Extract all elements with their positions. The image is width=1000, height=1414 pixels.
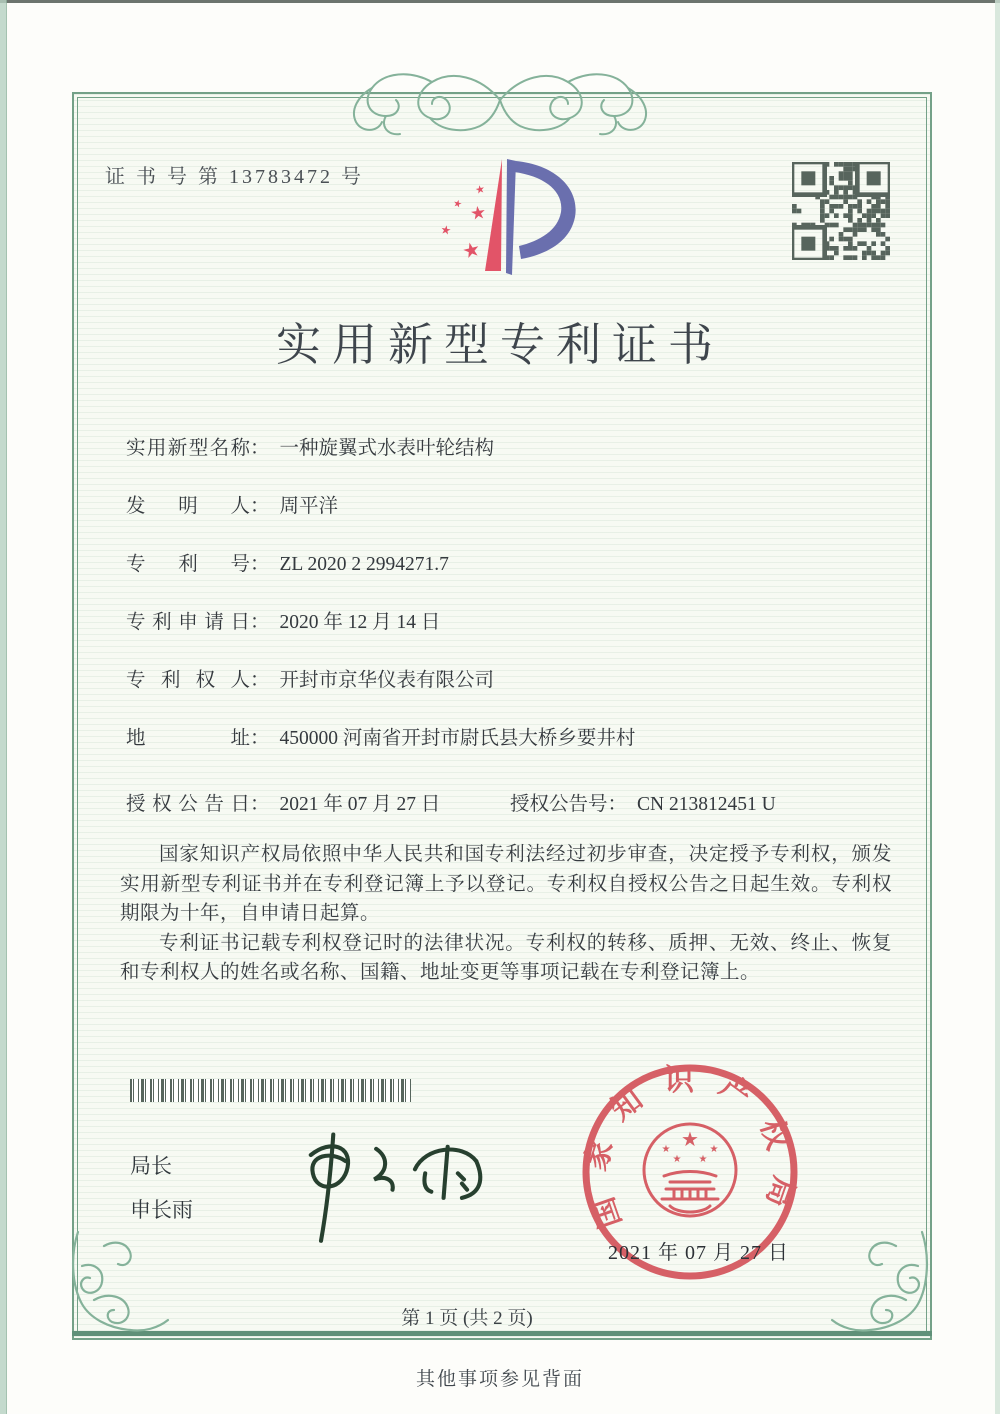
frame-bottom-thick-border <box>72 1331 932 1336</box>
scan-edge-top <box>0 0 1000 3</box>
svg-text:★: ★ <box>698 1154 708 1165</box>
svg-text:★: ★ <box>451 198 464 211</box>
svg-text:★: ★ <box>672 1154 682 1165</box>
field-inventor: 发 明 人： 周平洋 <box>126 496 339 517</box>
field-filing-date: 专利申请日： 2020 年 12 月 14 日 <box>126 612 441 633</box>
field-list <box>126 434 896 782</box>
legal-paragraph-1: 国家知识产权局依照中华人民共和国专利法经过初步审查，决定授予专利权，颁发实用新型专利证书并在专利登记簿上予以登记。专利权自授权公告之日起生效。专利权期限为十年，自申请日起算。 <box>120 844 892 924</box>
scan-edge-left <box>0 0 7 1414</box>
scan-edge-right <box>995 0 1000 1414</box>
qr-code <box>792 162 890 260</box>
legal-paragraph-2: 专利证书记载专利权登记时的法律状况。专利权的转移、质押、无效、终止、恢复和专利权人的姓名或名称、国籍、地址变更等事项记载在专利登记簿上。 <box>120 932 892 983</box>
svg-text:★: ★ <box>439 222 453 238</box>
barcode <box>130 1079 411 1102</box>
seal-date: 2021 年 07 月 27 日 <box>608 1242 789 1264</box>
back-side-note: 其他事项参见背面 <box>415 1369 584 1390</box>
national-emblem-icon <box>644 1124 736 1216</box>
svg-text:★: ★ <box>709 1144 719 1155</box>
field-patentee: 专 利 权 人： 开封市京华仪表有限公司 <box>126 670 495 691</box>
cnipa-logo-icon <box>428 148 598 290</box>
handwritten-signature-icon <box>272 1116 512 1244</box>
svg-text:★: ★ <box>468 201 488 226</box>
legal-paragraphs <box>120 840 892 988</box>
commissioner-title: 局长 <box>130 1154 172 1178</box>
page-number: 第 1 页 (共 2 页) <box>401 1308 533 1329</box>
svg-text:★: ★ <box>661 1144 671 1155</box>
svg-text:★: ★ <box>473 182 487 197</box>
field-utility-model-name: 实用新型名称： 一种旋翼式水表叶轮结构 <box>126 438 495 459</box>
commissioner-name: 申长雨 <box>130 1198 193 1222</box>
grant-number-pair: 授权公告号： CN 213812451 U <box>510 794 776 815</box>
grant-announcement-row: 授权公告日： 2021 年 07 月 27 日 授权公告号： CN 213812451 U <box>126 788 916 816</box>
svg-text:★: ★ <box>459 236 483 264</box>
svg-text:★: ★ <box>681 1127 699 1151</box>
certificate-number: 证 书 号 第 13783472 号 <box>105 166 364 188</box>
seal-ring-text: 国家知识产权局 <box>579 1064 801 1233</box>
field-address: 地 址： 450000 河南省开封市尉氏县大桥乡要井村 <box>126 728 636 749</box>
field-patent-number: 专 利 号： ZL 2020 2 2994271.7 <box>126 554 449 575</box>
certificate-title: 实用新型专利证书 <box>275 320 724 370</box>
